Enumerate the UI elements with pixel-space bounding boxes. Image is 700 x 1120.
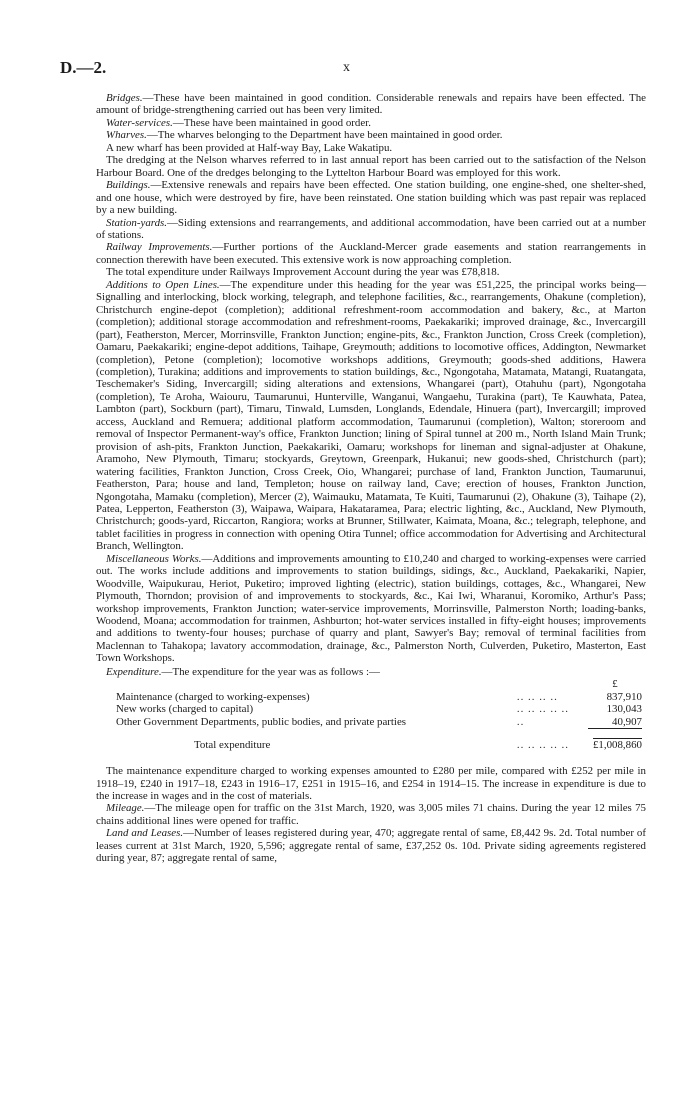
heading-mileage: Mileage. [106,802,145,815]
text-station-yards: —Siding extensions and rearrangements, and additional accommodation, have been carried out at a number of stations. [96,216,646,241]
leader-dots: .. [516,715,525,728]
heading-wharves: Wharves. [106,129,147,142]
heading-water-services: Water-services. [106,116,173,129]
paragraph-new-wharf: A new wharf has been provided at Half-way Bay, Lake Wakatipu. [106,141,393,154]
heading-buildings: Buildings. [106,179,151,192]
expenditure-amount: 130,043 [606,703,642,716]
heading-railway-improvements: Railway Improvements. [106,241,213,254]
text-mileage: —The mileage open for traffic on the 31st March, 1920, was 3,005 miles 71 chains. During the year 12 miles 75 chains additional lines were opened for traffic. [96,802,646,827]
expenditure-row [102,703,642,715]
text-additions: —The expenditure under this heading for the year was £51,225, the principal works being—Signalling and interlocking, block working, telegraph, and telephone facilities, &c., rearrangements, Ohakune (completion), Christchurch engine-depot (completion); additional refreshment-room accommodation and bakery, &c., at Marton (completion); additional storage accommodation and refreshment-rooms, Paekakariki; improved drainage, &c., Invercargill (part), Featherston, Mercer, Morrinsville, Frankton Junction; engine-pits, &c., Frankton Junction, Cross Creek (completion), Oamaru, Paekakariki; engine-depot additions, Taihape, Greymouth; additions to locomotive offices, Addington, Newmarket (completion), Petone (completion); locomotive workshops additions, Greymouth; goods-shed additions, Hawera (completion), Turakina; additions and improvements to station buildings, &c., Ngongotaha, Matamata, Matangi, Ruatangata, Teschemaker's Siding, Invercargill; siding alterations and extensions, Whangarei (part), Otahuhu (part), Ngongotaha (completion), Te Aroha, Waiouru, Taumarunui, Hunterville, Wanganui, Wangaehu, Turakina (part), Te Kauwhata, Patea, Lambton (part), Sockburn (part), Timaru, Tinwald, Lumsden, Longlands, Edendale, Hinuera (part), Invercargill; improved access, Auckland and Remuera; additional platform accommodation, Taumarunui (completion), Walton; storeroom and removal of Inspector Permanent-way's office, Frankton Junction; lining of Spiral tunnel at 200 m., North Island Main Trunk; provision of ash-pits, Frankton Junction, Paekakariki, Oamaru; workshops for lineman and signal-adjuster at Ohakune, Aramoho, New Plymouth, Timaru; stockyards, Greytown, Greenpark, Hukanui; new goods-shed, Christchurch (part); watering facilities, Frankton Junction, Cross Creek, Oio, Whangarei; purchase of land, Frankton Junction, Taumarunui, Featherston, Para; house and land, Templeton; house on railway land, Cave; erection of houses, Frankton Junction, Ngongotaha, Mamaku (completion), Mercer (2), Waimauku, Matamata, Te Kuiti, Taumarunui (2), Ohakune (3), Taihape (2), Patea, Lepperton, Featherston (3), Waipawa, Waipara, Hakataramea, Para; electric lighting, &c., Auckland, New Plymouth, Christchurch; goods-yard, Riccarton, Rangiora; works at Brunner, Stillwater, Kaimata, Moana, &c.; telegraph, telephone, and tablet facilities in progress in connection with opening Otira Tunnel; office accommodation for Advertising and Architectural Branch, Wellington. [96,278,646,553]
paragraph-land-leases [96,827,646,864]
text-wharves: —The wharves belonging to the Department have been maintained in good order. [146,129,503,142]
leader-dots: .. .. .. .. [516,690,558,703]
currency-symbol: £ [612,678,618,691]
page-number: x [343,60,350,75]
paragraph-buildings [96,179,646,216]
leader-dots: .. .. .. .. .. [516,703,569,716]
paragraph-mileage [96,802,646,827]
paragraph-wharves [96,129,646,141]
heading-miscellaneous: Miscellaneous Works. [106,552,202,565]
document-code: D.—2. [60,58,107,77]
paragraph-dredging: The dredging at the Nelson wharves referred to in last annual report has been carried out to the satisfaction of the Nelson Harbour Board. One of the dredges belonging to the Lyttelton Harbour Board was employed for this work. [96,154,646,179]
paragraph-water-services [96,117,646,129]
text-railway-improvements: —Further portions of the Auckland-Mercer grade easements and station rearrangements in connection therewith have been executed. This extensive work is now approaching completion. [96,241,646,266]
paragraph-railway-improvements [96,241,646,266]
heading-additions: Additions to Open Lines. [106,278,220,291]
paragraph-total-improvements: The total expenditure under Railways Improvement Account during the year was £78,818. [106,266,500,279]
expenditure-label: Other Government Departments, public bodies, and private parties [116,715,407,728]
heading-bridges: Bridges. [106,92,143,104]
text-water-services: —These have been maintained in good order. [172,116,371,129]
text-buildings: —Extensive renewals and repairs have been effected. One station building, one engine-shed, one shelter-shed, and one house, which were destroyed by fire, have been reinstated. One station building which was past repair was replaced by a new building. [96,179,646,217]
document-body [96,92,646,865]
total-label: Total expenditure [194,738,271,751]
paragraph-expenditure [96,666,646,678]
expenditure-total-row [102,729,642,765]
expenditure-row [102,691,642,703]
expenditure-label: New works (charged to capital) [116,703,254,716]
paragraph-station-yards [96,217,646,242]
paragraph-maintenance-per-mile: The maintenance expenditure charged to working expenses amounted to £280 per mile, compared with £252 per mile in 1918–19, £240 in 1917–18, £243 in 1916–17, £251 in 1915–16, and £254 in 1914–15. The increase in expenditure is due to the increase in wages and in the cost of materials. [96,765,646,802]
expenditure-row [102,716,642,729]
total-amount [588,729,642,765]
paragraph-bridges [96,92,646,117]
text-land-leases: —Number of leases registered during year, 470; aggregate rental of same, £8,442 9s. 2d. Total number of leases current at 31st March, 1920, 5,596; aggregate rental of same, £37,252 0s. 10d. Private siding agreements registered during year, 87; aggregate rental of same, [96,827,647,865]
leader-dots: .. .. .. .. .. [516,738,569,751]
text-miscellaneous: —Additions and improvements amounting to £10,240 and charged to working-expenses were carried out. The works include additions and improvements to station buildings, sidings, &c., Auckland, Paekakariki, Napier, Woodville, Waipukurau, Heriot, Puketiro; improved lighting (electric), station buildings, cottages, &c., Whangarei, New Plymouth, Thorndon; provision of and improvements to stockyards, &c., Kai Iwi, Wharanui, Koromiko, Arthur's Pass; workshop improvements, Frankton Junction; water-service improvements, Morrinsville, Palmerston North; loading-banks, Woodend, Moana; accommodation for trainmen, Ashburton; hot-water services installed in fifty-eight houses; improvements and additions to twenty-four houses; purchase of quarry and plant, Sawyer's Bay; removal of terminal facilities from Maclennan to Tahakopa; lavatory accommodation, drainage, &c., Palmerston North, Culverden, Puketiro, Masterton, East Town Workshops. [96,552,646,665]
expenditure-label: Maintenance (charged to working-expenses) [116,690,310,703]
text-expenditure-intro: —The expenditure for the year was as follows :— [161,665,380,678]
heading-land-leases: Land and Leases. [106,827,184,840]
text-bridges: —These have been maintained in good condition. Considerable renewals and repairs have been effected. The amount of bridge-strengthening carried out has been very limited. [96,92,646,117]
expenditure-table [102,678,642,765]
paragraph-miscellaneous [96,553,646,665]
heading-station-yards: Station-yards. [106,216,168,229]
expenditure-currency-row [102,678,642,690]
expenditure-amount: 837,910 [606,690,642,703]
heading-expenditure: Expenditure. [106,665,162,678]
paragraph-additions [96,279,646,553]
expenditure-amount: 40,907 [588,716,642,729]
total-amount-value: £1,008,860 [592,739,642,752]
